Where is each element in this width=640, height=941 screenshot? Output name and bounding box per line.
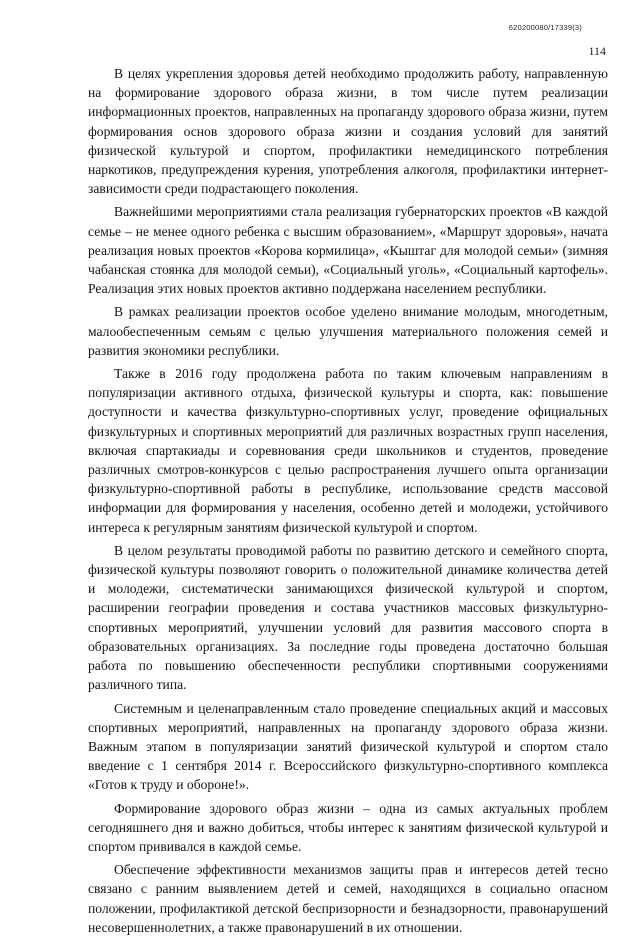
paragraph: Также в 2016 году продолжена работа по таким ключевым направлениям в популяризации активного отдыха, физической культуры и спорта, как: повышение доступности и качества физкультурно-спортивных услуг, проведение официальных физкультурных и спортивных мероприятий для различных возрастных групп населения, включая спартакиады и соревнования среди школьников и студентов, проведение различных смотров-конкурсов с целью распространения лучшего опыта организации физкультурно-спортивной работы в республике, использование средств массовой информации для формирования у населения, особенно детей и молодежи, устойчивого интереса к регулярным занятиям физической культурой и спортом. (88, 366, 608, 535)
page-number: 114 (588, 44, 606, 58)
paragraph: В целом результаты проводимой работы по развитию детского и семейного спорта, физической культуры позволяют говорить о положительной динамике количества детей и молодежи, систематически занимающихся физической культурой и спортом, расширении географии проведения и состава участников массовых физкультурно-спортивных мероприятий, улучшении условий для развития массового спорта в образовательных организациях. За последние годы проведена достаточно большая работа по повышению обеспеченности республики спортивными сооружениями различного типа. (88, 542, 608, 693)
paragraph: В рамках реализации проектов особое уделено внимание молодым, многодетным, малообеспеченным семьям с целью улучшения материального положения семей и развития экономики республики. (88, 304, 608, 358)
paragraph: Важнейшими мероприятиями стала реализация губернаторских проектов «В каждой семье – не менее одного ребенка с высшим образованием», «Маршрут здоровья», начата реализация новых проектов «Корова кормилица», «Кыштаг для молодой семьи» (зимняя чабанская стоянка для молодой семьи), «Социальный уголь», «Социальный картофель». Реализация этих новых проектов активно поддержана населением республики. (88, 204, 608, 297)
paragraph: Формирование здорового образ жизни – одна из самых актуальных проблем сегодняшнего дня и важно добиться, чтобы интерес к занятиям физической культурой и спортом прививался в каждой семье. (88, 800, 608, 854)
document-id: 620200080/17339(3) (508, 23, 582, 32)
paragraph: Обеспечение эффективности механизмов защиты прав и интересов детей тесно связано с ранним выявлением детей и семей, находящихся в социально опасном положении, профилактикой детской беспризорности и безнадзорности, правонарушений несовершеннолетних, а также правонарушений в их отношении. (88, 862, 608, 935)
body-text (88, 64, 608, 941)
paragraph: Системным и целенаправленным стало проведение специальных акций и массовых спортивных мероприятий, направленных на пропаганду здорового образа жизни. Важным этапом в популяризации занятий физической культурой и спортом стало введение с 1 сентября 2014 г. Всероссийского физкультурно-спортивного комплекса «Готов к труду и обороне!». (88, 700, 608, 793)
paragraph: В целях укрепления здоровья детей необходимо продолжить работу, направленную на формирование здорового образа жизни, в том числе путем реализации информационных проектов, направленных на пропаганду здорового образа жизни, путем формирования основ здорового образа жизни и создания условий для занятий физической культурой и спортом, профилактики немедицинского потребления наркотиков, предупреждения курения, употребления алкоголя, профилактики интернет-зависимости среди подрастающего поколения. (88, 66, 608, 197)
